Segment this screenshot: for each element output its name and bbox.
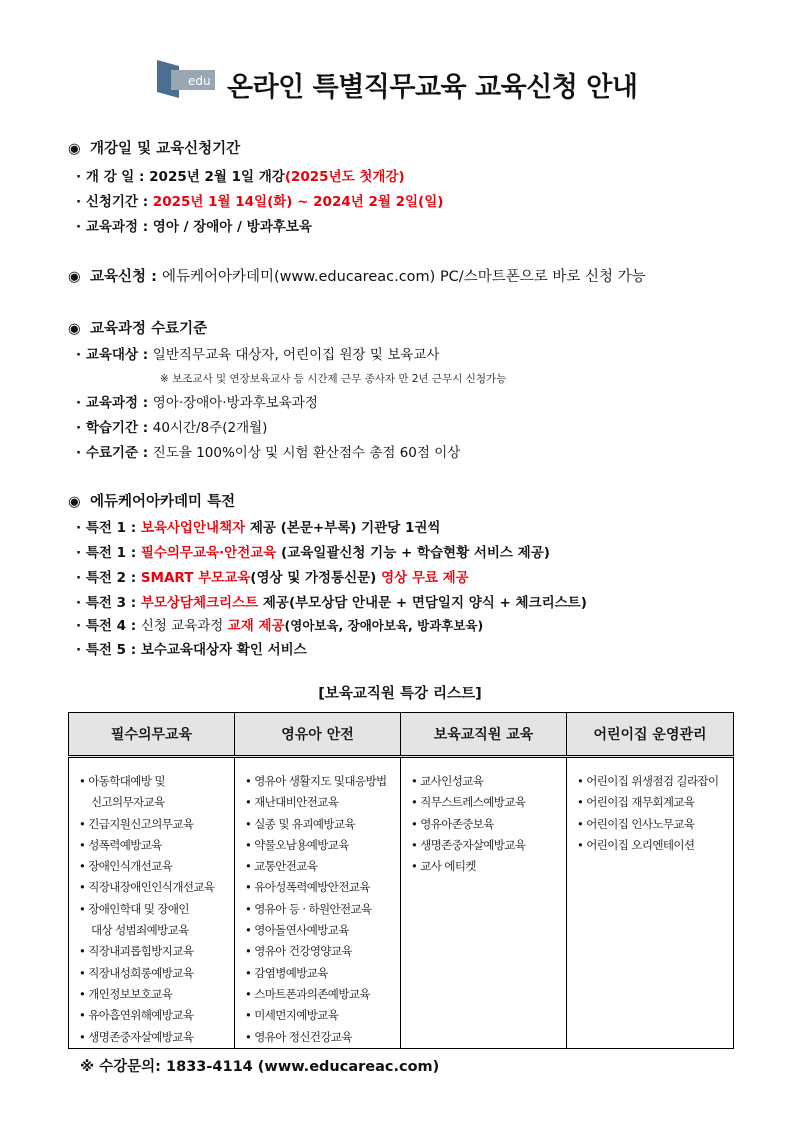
benefit-6-line: · 특전 5 : 보수교육대상자 확인 서비스 bbox=[76, 642, 307, 658]
duration-label: · 학습기간 : bbox=[76, 420, 153, 436]
list-item: • 교통안전교육 bbox=[245, 856, 400, 877]
course-label: · 교육과정 : bbox=[76, 219, 153, 235]
list-item: • 재난대비안전교육 bbox=[245, 792, 400, 813]
page-title: 온라인 특별직무교육 교육신청 안내 bbox=[227, 72, 638, 103]
criteria-line bbox=[76, 441, 460, 461]
list-item: • 영아돌연사예방교육 bbox=[245, 920, 400, 941]
column-header: 필수의무교육 bbox=[69, 713, 235, 757]
list-item: • 생명존중자살예방교육 bbox=[79, 1027, 234, 1048]
column-header: 어린이집 운영관리 bbox=[567, 713, 734, 757]
benefit-4-line: · 특전 3 : 부모상담체크리스트 제공(부모상담 안내문 + 면담일지 양식 + 체크리스트) bbox=[76, 595, 587, 611]
list-item: • 장애인학대 및 장애인 bbox=[79, 899, 234, 920]
target-label: · 교육대상 : bbox=[76, 347, 153, 363]
criteria-value: 진도율 100%이상 및 시험 환산점수 총점 60점 이상 bbox=[152, 445, 461, 461]
list-item: • 영유아존중보육 bbox=[411, 814, 566, 835]
schedule-heading-text: 개강일 및 교육신청기간 bbox=[90, 141, 241, 157]
completion-heading bbox=[68, 317, 207, 338]
list-item: • 어린이집 재무회계교육 bbox=[577, 792, 733, 813]
benefits-heading bbox=[68, 490, 235, 511]
list-item: • 장애인식개선교육 bbox=[79, 856, 234, 877]
application-heading bbox=[68, 265, 646, 286]
benefit-3-line: · 특전 2 : SMART 부모교육(영상 및 가정통신문) 영상 무료 제공 bbox=[76, 570, 469, 586]
list-item: • 개인정보보호교육 bbox=[79, 984, 234, 1005]
start-date-value: 2025년 2월 1일 개강 bbox=[149, 169, 285, 185]
list-item: • 실종 및 유괴예방교육 bbox=[245, 814, 400, 835]
list-item: • 어린이집 오리엔테이션 bbox=[577, 835, 733, 856]
target-value: 일반직무교육 대상자, 어린이집 원장 및 보육교사 bbox=[152, 347, 440, 363]
lecture-column-safety bbox=[235, 757, 401, 1049]
completion-heading-text: 교육과정 수료기준 bbox=[90, 321, 208, 337]
list-item: • 직장내장애인인식개선교육 bbox=[79, 877, 234, 898]
list-item: • 직장내성희롱예방교육 bbox=[79, 963, 234, 984]
list-item: • 어린이집 인사노무교육 bbox=[577, 814, 733, 835]
period-label: · 신청기간 : bbox=[76, 194, 153, 210]
list-item: 대상 성범죄예방교육 bbox=[91, 923, 189, 938]
title-row bbox=[0, 55, 800, 105]
lecture-table bbox=[68, 712, 734, 1049]
application-heading-text: 교육신청 : bbox=[90, 269, 162, 285]
start-date-highlight: (2025년도 첫개강) bbox=[284, 169, 405, 185]
completion-course-label: · 교육과정 : bbox=[76, 395, 153, 411]
list-item: • 어린이집 위생점검 길라잡이 bbox=[577, 771, 733, 792]
target-note: ※ 보조교사 및 연장보육교사 등 시간제 근무 종사자 만 2년 근무시 신청가능 bbox=[160, 373, 507, 385]
list-item: • 영유아 건강영양교육 bbox=[245, 941, 400, 962]
criteria-label: · 수료기준 : bbox=[76, 445, 153, 461]
bullet-mark: ◉ bbox=[68, 141, 81, 157]
list-item: • 교사인성교육 bbox=[411, 771, 566, 792]
list-item: 신고의무자교육 bbox=[91, 795, 165, 810]
list-item: • 직장내괴롭힘방지교육 bbox=[79, 941, 234, 962]
list-item: • 교사 에티켓 bbox=[411, 856, 566, 877]
list-item: • 유아성폭력예방안전교육 bbox=[245, 877, 400, 898]
target-line bbox=[76, 343, 439, 363]
column-header: 영유아 안전 bbox=[235, 713, 401, 757]
bullet-mark: ◉ bbox=[68, 494, 81, 510]
benefit-5-line: · 특전 4 : 신청 교육과정 교재 제공(영아보육, 장애아보육, 방과후보육) bbox=[76, 618, 484, 634]
period-value: 2025년 1월 14일(화) ~ 2024년 2월 2일(일) bbox=[152, 194, 444, 210]
start-date-label: · 개 강 일 : bbox=[76, 169, 150, 185]
list-item: • 스마트폰과의존예방교육 bbox=[245, 984, 400, 1005]
lecture-column-management bbox=[567, 757, 734, 1049]
lecture-column-staff bbox=[401, 757, 567, 1049]
start-date-line bbox=[76, 165, 405, 185]
benefit-2-line: · 특전 1 : 필수의무교육·안전교육 (교육일괄신청 기능 + 학습현황 서비스 제공) bbox=[76, 545, 550, 561]
completion-course-value: 영아·장애아·방과후보육과정 bbox=[152, 395, 318, 411]
list-item: • 긴급지원신고의무교육 bbox=[79, 814, 234, 835]
completion-course-line bbox=[76, 391, 318, 411]
edu-logo bbox=[157, 60, 217, 98]
list-item: • 유아흡연위해예방교육 bbox=[79, 1005, 234, 1026]
list-item: • 아동학대예방 및 bbox=[79, 771, 234, 792]
course-value: 영아 / 장애아 / 방과후보육 bbox=[152, 219, 312, 235]
list-item: • 미세먼지예방교육 bbox=[245, 1005, 400, 1026]
lecture-list-title: [보육교직원 특강 리스트] bbox=[318, 686, 482, 702]
benefit-1-line: · 특전 1 : 보육사업안내책자 제공 (본문+부록) 기관당 1권씩 bbox=[76, 520, 441, 536]
list-item: • 영유아 정신건강교육 bbox=[245, 1027, 400, 1048]
list-item: • 영유아 등 · 하원안전교육 bbox=[245, 899, 400, 920]
application-value: 에듀케어아카데미(www.educareac.com) PC/스마트폰으로 바로 신청 가능 bbox=[161, 269, 646, 285]
bullet-mark: ◉ bbox=[68, 269, 81, 285]
duration-line bbox=[76, 416, 267, 436]
contact-info: ※ 수강문의: 1833-4114 (www.educareac.com) bbox=[80, 1059, 440, 1075]
list-item: • 성폭력예방교육 bbox=[79, 835, 234, 856]
duration-value: 40시간/8주(2개월) bbox=[152, 420, 268, 436]
list-item: • 직무스트레스예방교육 bbox=[411, 792, 566, 813]
schedule-heading bbox=[68, 137, 240, 158]
list-item: • 영유아 생활지도 및대응방법 bbox=[245, 771, 400, 792]
column-header: 보육교직원 교육 bbox=[401, 713, 567, 757]
benefits-heading-text: 에듀케어아카데미 특전 bbox=[90, 494, 236, 510]
lecture-column-mandatory bbox=[69, 757, 235, 1049]
logo-text: edu bbox=[188, 74, 211, 88]
course-line bbox=[76, 215, 312, 235]
list-item: • 약물오남용예방교육 bbox=[245, 835, 400, 856]
bullet-mark: ◉ bbox=[68, 321, 81, 337]
application-period-line bbox=[76, 190, 443, 210]
list-item: • 생명존중자살예방교육 bbox=[411, 835, 566, 856]
list-item: • 감염병예방교육 bbox=[245, 963, 400, 984]
